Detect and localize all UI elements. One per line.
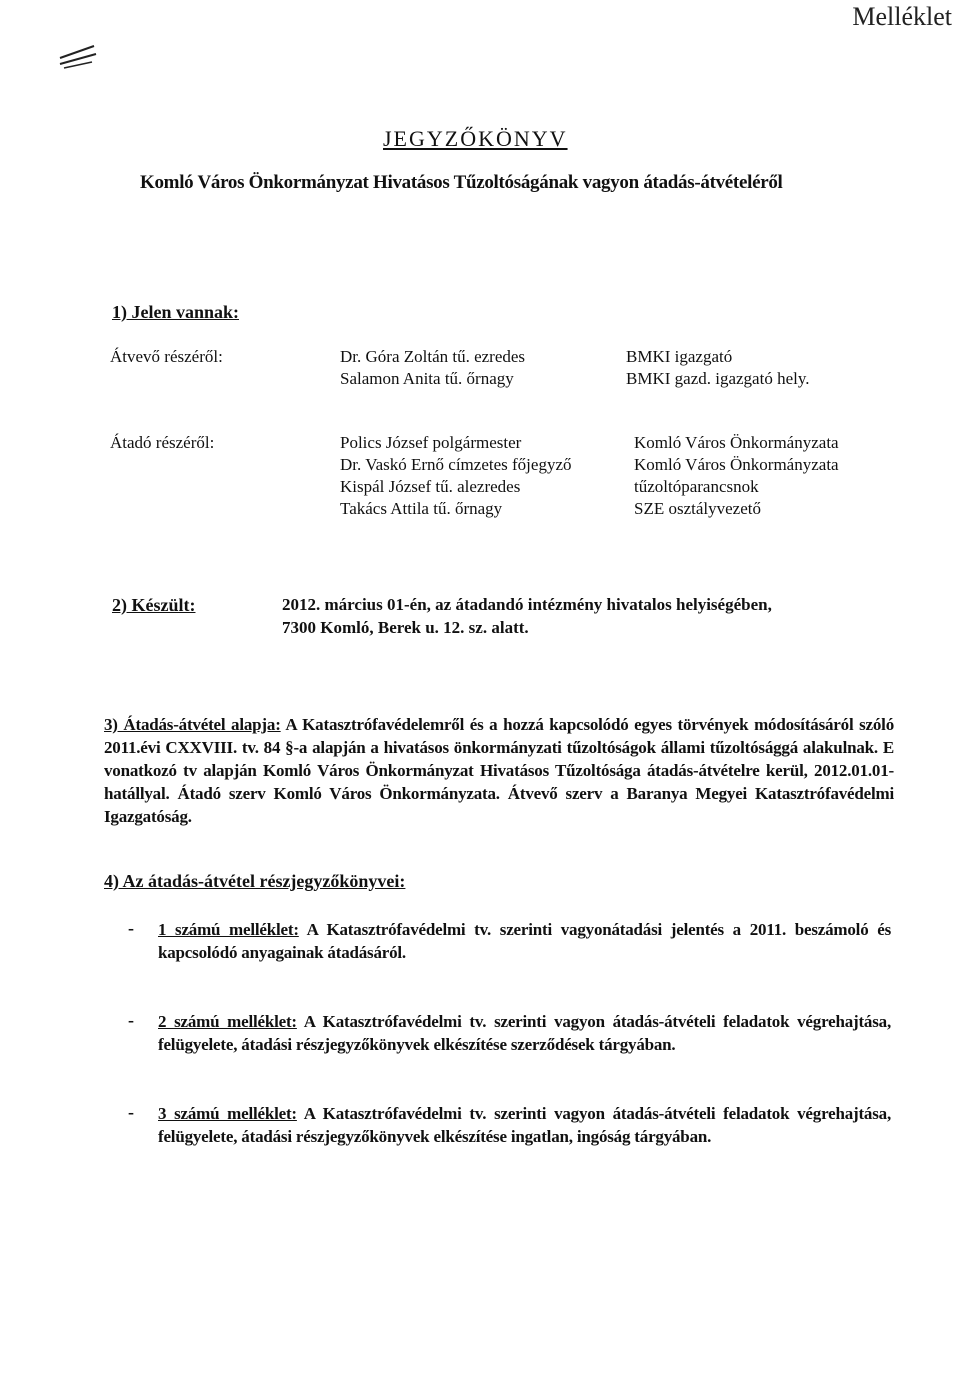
section-3-paragraph	[104, 713, 894, 828]
document-title: JEGYZŐKÖNYV	[383, 126, 568, 151]
section-2-line-1: 2012. március 01-én, az átadandó intézmény hivatalos helyiségében,	[282, 595, 772, 614]
annex-item-text: A Katasztrófavédelmi tv. szerinti vagyonátadási jelentés a 2011. beszámoló és kapcsolódó anyagainak átadásáról.	[158, 920, 891, 962]
annex-label: Melléklet	[852, 2, 952, 31]
annex-item	[158, 1102, 891, 1148]
receiver-name: Salamon Anita tű. őrnagy	[340, 369, 514, 388]
section-3-heading: 3) Átadás-átvétel alapja:	[104, 715, 281, 734]
document-subtitle: Komló Város Önkormányzat Hivatásos Tűzoltóságának vagyon átadás-átvételéről	[140, 172, 783, 193]
annex-item-lead: 2 számú melléklet:	[158, 1012, 297, 1031]
giver-label: Átadó részéről:	[110, 433, 215, 452]
annex-item-lead: 1 számú melléklet:	[158, 920, 299, 939]
annex-item-lead: 3 számú melléklet:	[158, 1104, 297, 1123]
section-2-line-2: 7300 Komló, Berek u. 12. sz. alatt.	[282, 618, 529, 637]
receiver-name: Dr. Góra Zoltán tű. ezredes	[340, 347, 526, 366]
giver-role: Komló Város Önkormányzata	[634, 433, 839, 452]
section-1-heading: 1) Jelen vannak:	[112, 302, 240, 322]
section-3-text: A Katasztrófavédelemről és a hozzá kapcsolódó egyes törvények módosításáról szóló 2011.évi CXXVIII. tv. 84 §-a alapján a hivatásos önkormányzati tűzoltóságok állami tűzoltósággá alakulnak. E vonatkozó tv alapján Komló Város Önkormányzat Hivatásos Tűzoltósága átadás-átvételre kerül, 2012.01.01-hatállyal. Átadó szerv Komló Város Önkormányzata. Átvevő szerv a Baranya Megyei Katasztrófavédelmi Igazgatóság.	[104, 715, 894, 826]
giver-name: Takács Attila tű. őrnagy	[340, 499, 503, 518]
annex-item-text: A Katasztrófavédelmi tv. szerinti vagyon átadás-átvételi feladatok végrehajtása, felügyelete, átadási részjegyzőkönyvek elkészítése ingatlan, ingóság tárgyában.	[158, 1104, 892, 1146]
receiver-role: BMKI gazd. igazgató hely.	[626, 369, 810, 388]
giver-name: Polics József polgármester	[340, 433, 522, 452]
bullet-dash: -	[128, 918, 134, 938]
annex-item	[158, 918, 891, 964]
handwritten-mark	[58, 40, 98, 70]
section-4-heading: 4) Az átadás-átvétel részjegyzőkönyvei:	[104, 871, 406, 891]
bullet-dash: -	[128, 1010, 134, 1030]
giver-role: Komló Város Önkormányzata	[634, 455, 839, 474]
receiver-role: BMKI igazgató	[626, 347, 733, 366]
giver-role: SZE osztályvezető	[634, 499, 761, 518]
giver-role: tűzoltóparancsnok	[634, 477, 759, 496]
annex-item-text: A Katasztrófavédelmi tv. szerinti vagyon átadás-átvételi feladatok végrehajtása, felügyelete, átadási részjegyzőkönyvek elkészítése szerződések tárgyában.	[158, 1012, 892, 1054]
giver-name: Dr. Vaskó Ernő címzetes főjegyző	[340, 455, 572, 474]
annex-item	[158, 1010, 891, 1056]
receiver-label: Átvevő részéről:	[110, 347, 223, 366]
section-2-heading: 2) Készült:	[112, 595, 196, 615]
giver-name: Kispál József tű. alezredes	[340, 477, 521, 496]
bullet-dash: -	[128, 1102, 134, 1122]
